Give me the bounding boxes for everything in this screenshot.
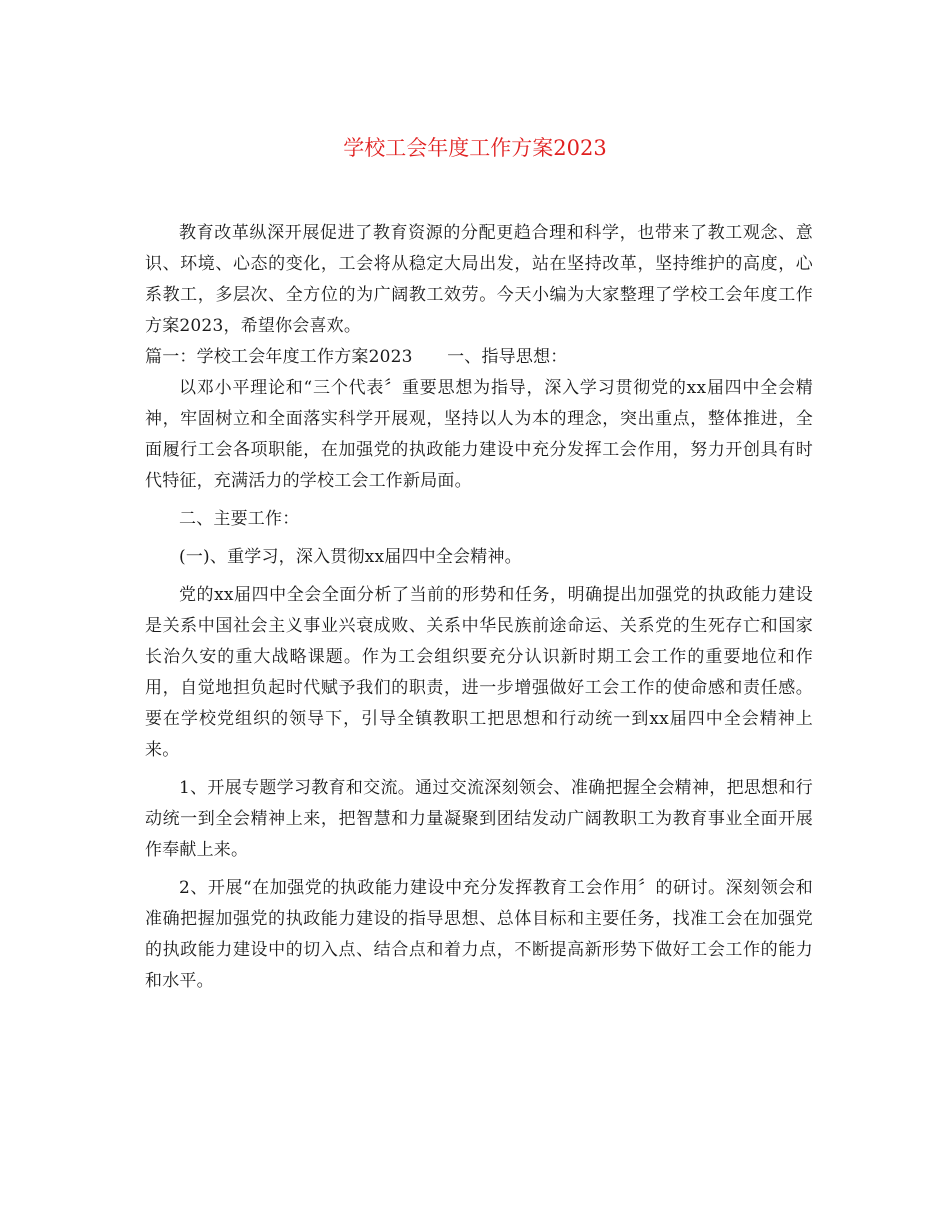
section-heading-guiding-thought: 篇一：学校工会年度工作方案2023 一、指导思想： [145,347,568,367]
study-paragraph: 党的xx届四中全会全面分析了当前的形势和任务，明确提出加强党的执政能力建设是关系中国社会主义事业兴衰成败、关系中华民族前途命运、关系党的生死存亡和国家长治久安的重大战略课题。作为工会组织要充分认识新时期工会工作的重要地位和作用，自觉地担负起时代赋予我们的职责，进一步增强做好工会工作的使命感和责任感。要在学校党组织的领导下，引导全镇教职工把思想和行动统一到xx届四中全会精神上来。 [145,585,813,760]
document-body [145,218,813,997]
item-2-paragraph: 2、开展“在加强党的执政能力建设中充分发挥教育工会作用〞的研讨。深刻领会和准确把握加强党的执政能力建设的指导思想、总体目标和主要任务，找准工会在加强党的执政能力建设中的切入点、结合点和着力点，不断提高新形势下做好工会工作的能力和水平。 [145,878,813,991]
intro-paragraph: 教育改革纵深开展促进了教育资源的分配更趋合理和科学，也带来了教工观念、意识、环境、心态的变化，工会将从稳定大局出发，站在坚持改革，坚持维护的高度，心系教工，多层次、全方位的为广阔教工效劳。今天小编为大家整理了学校工会年度工作方案2023，希望你会喜欢。 [145,223,813,336]
subsection-heading-study: (一)、重学习，深入贯彻xx届四中全会精神。 [179,547,522,567]
guiding-thought-paragraph: 以邓小平理论和“三个代表〞重要思想为指导，深入学习贯彻党的xx届四中全会精神，牢固树立和全面落实科学开展观，坚持以人为本的理念，突出重点，整体推进，全面履行工会各项职能，在加强党的执政能力建设中充分发挥工会作用，努力开创具有时代特征，充满活力的学校工会工作新局面。 [145,378,813,491]
section-heading-main-work: 二、主要工作： [179,509,300,529]
item-1-paragraph: 1、开展专题学习教育和交流。通过交流深刻领会、准确把握全会精神，把思想和行动统一到全会精神上来，把智慧和力量凝聚到团结发动广阔教职工为教育事业全面开展作奉献上来。 [145,778,813,860]
document-title: 学校工会年度工作方案2023 [343,136,607,160]
